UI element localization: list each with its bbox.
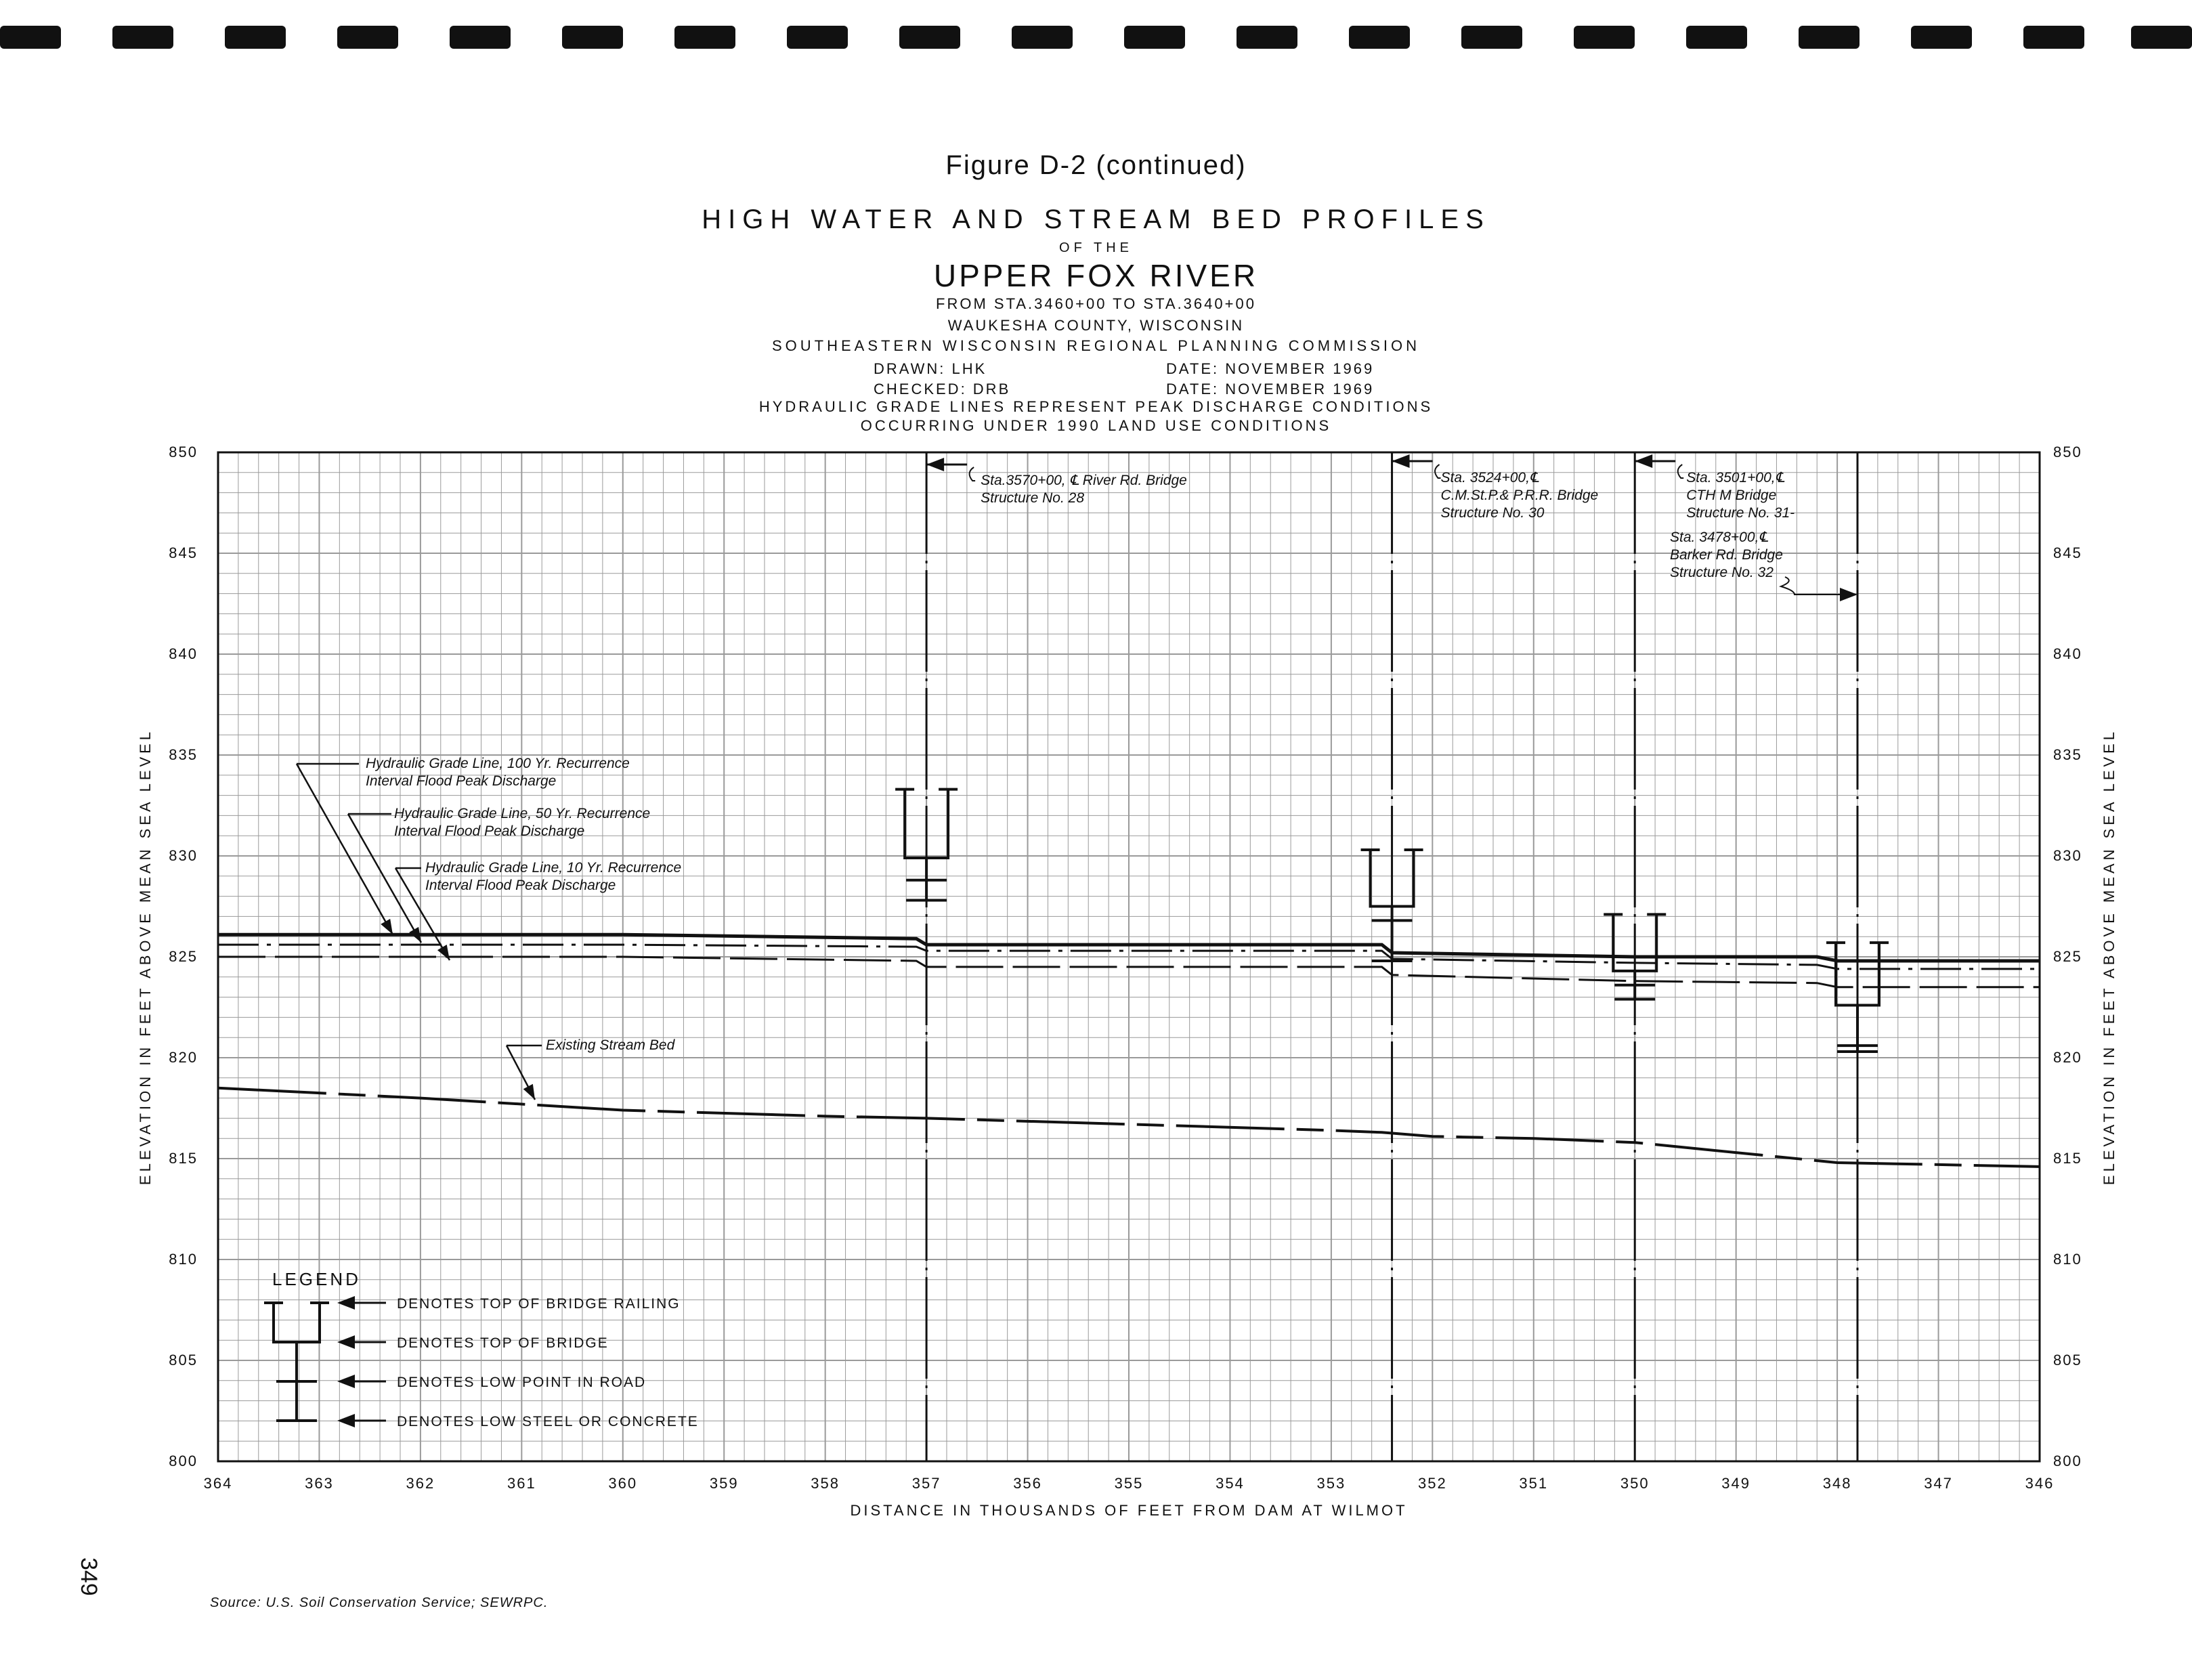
bridge-label-text: Sta.3570+00, ℄ River Rd. Bridge <box>981 473 1187 488</box>
x-tick-label: 362 <box>406 1475 435 1492</box>
x-tick-label: 356 <box>1013 1475 1042 1492</box>
bridge-label-text: Sta. 3524+00,℄ <box>1440 470 1539 486</box>
x-tick-label: 350 <box>1620 1475 1650 1492</box>
callout-stream-bed <box>507 1037 676 1100</box>
x-tick-label: 355 <box>1114 1475 1144 1492</box>
arrow-icon <box>523 1084 535 1100</box>
county-name: WAUKESHA COUNTY, WISCONSIN <box>947 317 1245 334</box>
x-tick-label: 354 <box>1216 1475 1245 1492</box>
legend-item-label: DENOTES LOW POINT IN ROAD <box>397 1375 647 1390</box>
y-tick-label: 810 <box>169 1251 198 1268</box>
bridge-label-text: Structure No. 28 <box>981 490 1085 506</box>
y-tick-label-right: 800 <box>2053 1452 2082 1469</box>
y-axis-label: ELEVATION IN FEET ABOVE MEAN SEA LEVEL <box>137 728 154 1186</box>
x-tick-label: 349 <box>1721 1475 1751 1492</box>
y-tick-label: 850 <box>169 444 198 460</box>
checked-by: CHECKED: DRB <box>874 381 1011 397</box>
arrow-icon <box>437 945 450 960</box>
bridge-label-text: CTH M Bridge <box>1686 488 1777 503</box>
callout-text: Hydraulic Grade Line, 10 Yr. Recurrence <box>425 860 682 876</box>
x-tick-label: 363 <box>305 1475 334 1492</box>
bridge-label-text: Structure No. 31- <box>1686 505 1795 521</box>
river-name: UPPER FOX RIVER <box>933 258 1259 293</box>
y-tick-label-right: 805 <box>2053 1352 2082 1369</box>
y-tick-label-right: 845 <box>2053 544 2082 561</box>
bridge-label-text: Structure No. 32 <box>1670 565 1774 580</box>
x-axis-label: DISTANCE IN THOUSANDS OF FEET FROM DAM AT WILMOT <box>850 1502 1408 1519</box>
y-tick-label: 805 <box>169 1352 198 1369</box>
y-tick-label: 835 <box>169 746 198 763</box>
bridge-label-text: C.M.St.P.& P.R.R. Bridge <box>1440 488 1599 503</box>
y-tick-label: 800 <box>169 1452 198 1469</box>
callout-text: Existing Stream Bed <box>546 1037 675 1053</box>
arrow-icon <box>926 458 944 471</box>
x-tick-label: 346 <box>2025 1475 2055 1492</box>
y-tick-label-right: 825 <box>2053 948 2082 965</box>
x-tick-label: 347 <box>1924 1475 1953 1492</box>
y-tick-label: 830 <box>169 847 198 864</box>
bridge-3 <box>1604 452 1666 1461</box>
page-number: 349 <box>76 1557 102 1596</box>
figure-number: Figure D-2 (continued) <box>945 150 1247 180</box>
x-tick-label: 358 <box>811 1475 840 1492</box>
legend-title: LEGEND <box>272 1269 361 1289</box>
y-tick-label: 840 <box>169 645 198 662</box>
y-tick-label: 825 <box>169 948 198 965</box>
x-tick-label: 360 <box>608 1475 638 1492</box>
leader-line <box>970 467 976 481</box>
axis-ticks <box>137 444 2118 1519</box>
y-tick-label-right: 810 <box>2053 1251 2082 1268</box>
y-tick-label: 845 <box>169 544 198 561</box>
bridge-label-1 <box>926 458 1187 506</box>
arrow-icon <box>337 1335 355 1349</box>
callouts <box>297 454 1857 1100</box>
leader-line <box>297 764 393 934</box>
leader-line <box>1781 577 1841 595</box>
checked-date: DATE: NOVEMBER 1969 <box>1166 381 1375 397</box>
bridge-label-2 <box>1392 454 1599 521</box>
y-tick-label: 815 <box>169 1150 198 1167</box>
arrow-icon <box>1392 454 1410 468</box>
x-tick-label: 359 <box>709 1475 739 1492</box>
arrow-icon <box>1840 588 1857 601</box>
chart-title-of-the: OF THE <box>1059 240 1133 255</box>
note-line-2: OCCURRING UNDER 1990 LAND USE CONDITIONS <box>860 417 1332 434</box>
x-tick-label: 348 <box>1822 1475 1852 1492</box>
legend-item-label: DENOTES LOW STEEL OR CONCRETE <box>397 1414 699 1429</box>
y-tick-label-right: 840 <box>2053 645 2082 662</box>
legend-item-label: DENOTES TOP OF BRIDGE RAILING <box>397 1296 681 1312</box>
note-line-1: HYDRAULIC GRADE LINES REPRESENT PEAK DISCHARGE CONDITIONS <box>758 398 1434 415</box>
bridge-label-text: Barker Rd. Bridge <box>1670 547 1783 563</box>
x-tick-label: 357 <box>911 1475 941 1492</box>
y-tick-label-right: 850 <box>2053 444 2082 460</box>
legend-item-label: DENOTES TOP OF BRIDGE <box>397 1335 609 1351</box>
y-tick-label: 820 <box>169 1049 198 1066</box>
bridge-label-text: Sta. 3501+00,℄ <box>1686 470 1785 486</box>
station-range: FROM STA.3460+00 TO STA.3640+00 <box>936 295 1256 312</box>
arrow-icon <box>1635 454 1652 468</box>
arrow-icon <box>337 1375 355 1388</box>
bridge-label-text: Sta. 3478+00,℄ <box>1670 530 1768 545</box>
callout-100yr <box>297 756 630 934</box>
source-note: Source: U.S. Soil Conservation Service; SEWRPC. <box>210 1595 549 1610</box>
arrow-icon <box>337 1296 355 1310</box>
arrow-icon <box>381 919 393 934</box>
drawn-date: DATE: NOVEMBER 1969 <box>1166 360 1375 377</box>
chart-title: HIGH WATER AND STREAM BED PROFILES <box>702 204 1490 234</box>
y-tick-label-right: 835 <box>2053 746 2082 763</box>
bridge-4 <box>1826 452 1889 1461</box>
leader-line <box>1435 465 1441 478</box>
callout-text: Interval Flood Peak Discharge <box>394 823 585 839</box>
arrow-icon <box>337 1414 355 1427</box>
bridge-label-4 <box>1670 530 1857 601</box>
y-tick-label-right: 820 <box>2053 1049 2082 1066</box>
x-tick-label: 361 <box>507 1475 536 1492</box>
agency-name: SOUTHEASTERN WISCONSIN REGIONAL PLANNING COMMISSION <box>771 337 1421 354</box>
callout-text: Hydraulic Grade Line, 50 Yr. Recurrence <box>394 806 651 821</box>
drawn-by: DRAWN: LHK <box>874 360 987 377</box>
callout-text: Interval Flood Peak Discharge <box>425 878 616 893</box>
bridge-label-text: Structure No. 30 <box>1440 505 1545 521</box>
x-tick-label: 351 <box>1519 1475 1549 1492</box>
x-tick-label: 364 <box>203 1475 233 1492</box>
callout-text: Hydraulic Grade Line, 100 Yr. Recurrence <box>366 756 630 771</box>
callout-text: Interval Flood Peak Discharge <box>366 773 557 789</box>
leader-line <box>1678 465 1684 478</box>
x-tick-label: 353 <box>1316 1475 1346 1492</box>
x-tick-label: 352 <box>1417 1475 1447 1492</box>
bridge-label-3 <box>1635 454 1795 521</box>
y-tick-label-right: 815 <box>2053 1150 2082 1167</box>
y-tick-label-right: 830 <box>2053 847 2082 864</box>
legend-bridge-symbol <box>274 1303 320 1342</box>
y-axis-label-right: ELEVATION IN FEET ABOVE MEAN SEA LEVEL <box>2101 728 2118 1186</box>
